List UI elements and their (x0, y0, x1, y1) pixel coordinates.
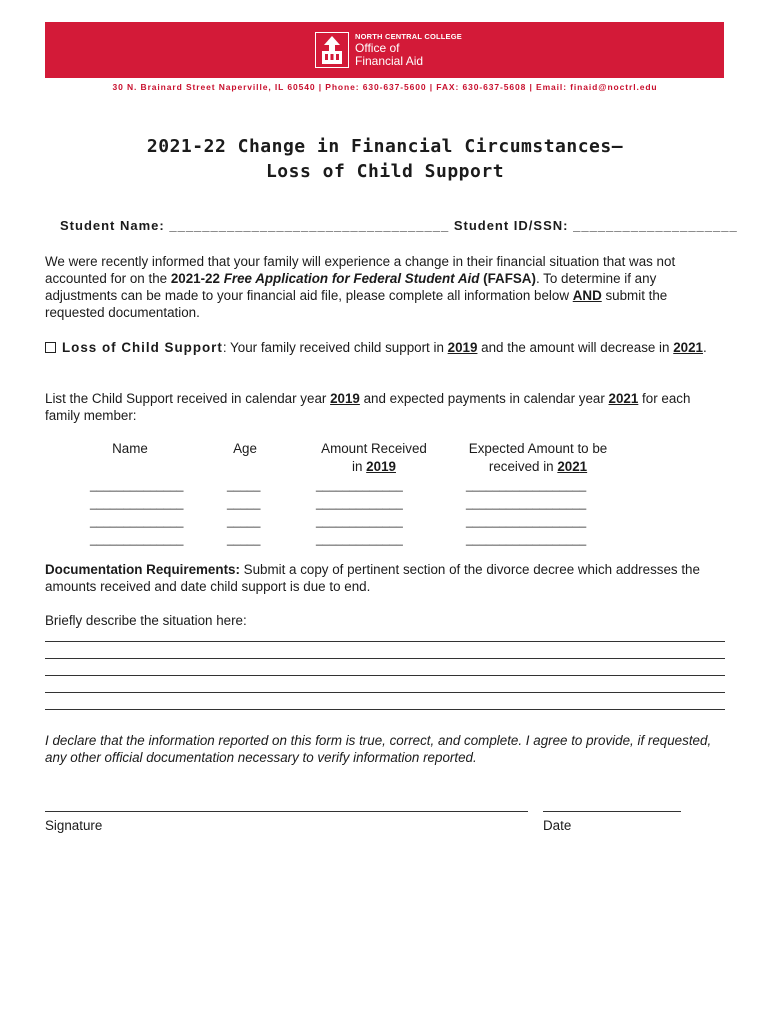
intro-paragraph: We were recently informed that your family will experience a change in their financial situation that was not accounted for on the 2021-22 Free Application for Federal Student Aid (FAFSA). To determine if any adjustments can be made to your financial aid file, please complete all information below AND submit the requested documentation. (45, 254, 676, 320)
office-line-2: Financial Aid (355, 54, 424, 68)
contact-address: 30 N. Brainard Street Naperville, IL 60540 | Phone: 630-637-5600 | FAX: 630-637-5608 | Email: finaid@noctrl.edu (112, 82, 658, 92)
age-field[interactable]: _____ (227, 514, 261, 528)
name-field[interactable]: ______________ (90, 496, 184, 510)
expected-amount-field[interactable]: __________________ (466, 496, 587, 510)
name-field[interactable]: ______________ (90, 514, 184, 528)
student-name-field[interactable]: __________________________________ (169, 218, 450, 233)
age-field[interactable]: _____ (227, 532, 261, 546)
amount-received-field[interactable]: _____________ (316, 478, 403, 492)
describe-line[interactable] (45, 674, 725, 676)
college-name: NORTH CENTRAL COLLEGE (355, 32, 462, 41)
signature-label: Signature (45, 818, 103, 833)
describe-line[interactable] (45, 640, 725, 642)
amount-received-field[interactable]: _____________ (316, 514, 403, 528)
student-info-row (60, 218, 738, 233)
expected-amount-field[interactable]: __________________ (466, 478, 587, 492)
student-id-label: Student ID/SSN: (453, 218, 569, 233)
describe-line[interactable] (45, 657, 725, 659)
signature-line[interactable] (45, 810, 528, 812)
describe-line[interactable] (45, 691, 725, 693)
col-header-age: Age (233, 441, 257, 456)
expected-amount-field[interactable]: __________________ (466, 514, 587, 528)
list-instruction: List the Child Support received in calendar year 2019 and expected payments in calendar year 2021 for each family member: (45, 391, 691, 423)
name-field[interactable]: ______________ (90, 478, 184, 492)
documentation-requirements: Documentation Requirements: Submit a copy of pertinent section of the divorce decree which addresses the amounts received and date child support is due to end. (45, 562, 700, 594)
col-header-name: Name (112, 441, 148, 456)
loss-of-child-support-option: Loss of Child Support: Your family received child support in 2019 and the amount will decrease in 2021. (45, 339, 725, 356)
loss-of-child-support-checkbox[interactable] (45, 342, 56, 353)
option-label: Loss of Child Support (62, 340, 223, 355)
title-line-2: Loss of Child Support (265, 161, 505, 182)
declaration-text: I declare that the information reported on this form is true, correct, and complete. I agree to provide, if requested, any other official documentation necessary to verify information reported. (45, 733, 712, 765)
date-line[interactable] (543, 810, 681, 812)
age-field[interactable]: _____ (227, 478, 261, 492)
col-header-expected: Expected Amount to be received in 2021 (468, 441, 608, 474)
title-line-1: 2021-22 Change in Financial Circumstances– (146, 136, 624, 157)
date-label: Date (543, 818, 572, 833)
form-title (0, 134, 770, 184)
describe-label: Briefly describe the situation here: (45, 613, 247, 628)
office-name (355, 42, 423, 68)
college-logo-icon (315, 32, 349, 68)
amount-received-field[interactable]: _____________ (316, 532, 403, 546)
col-header-amount: Amount Received in 2019 (321, 441, 427, 474)
student-id-field[interactable]: ____________________ (573, 218, 738, 233)
office-line-1: Office of (355, 41, 400, 55)
documentation-label: Documentation Requirements: (45, 562, 240, 577)
age-field[interactable]: _____ (227, 496, 261, 510)
expected-amount-field[interactable]: __________________ (466, 532, 587, 546)
amount-received-field[interactable]: _____________ (316, 496, 403, 510)
name-field[interactable]: ______________ (90, 532, 184, 546)
student-name-label: Student Name: (60, 218, 165, 233)
describe-line[interactable] (45, 708, 725, 710)
